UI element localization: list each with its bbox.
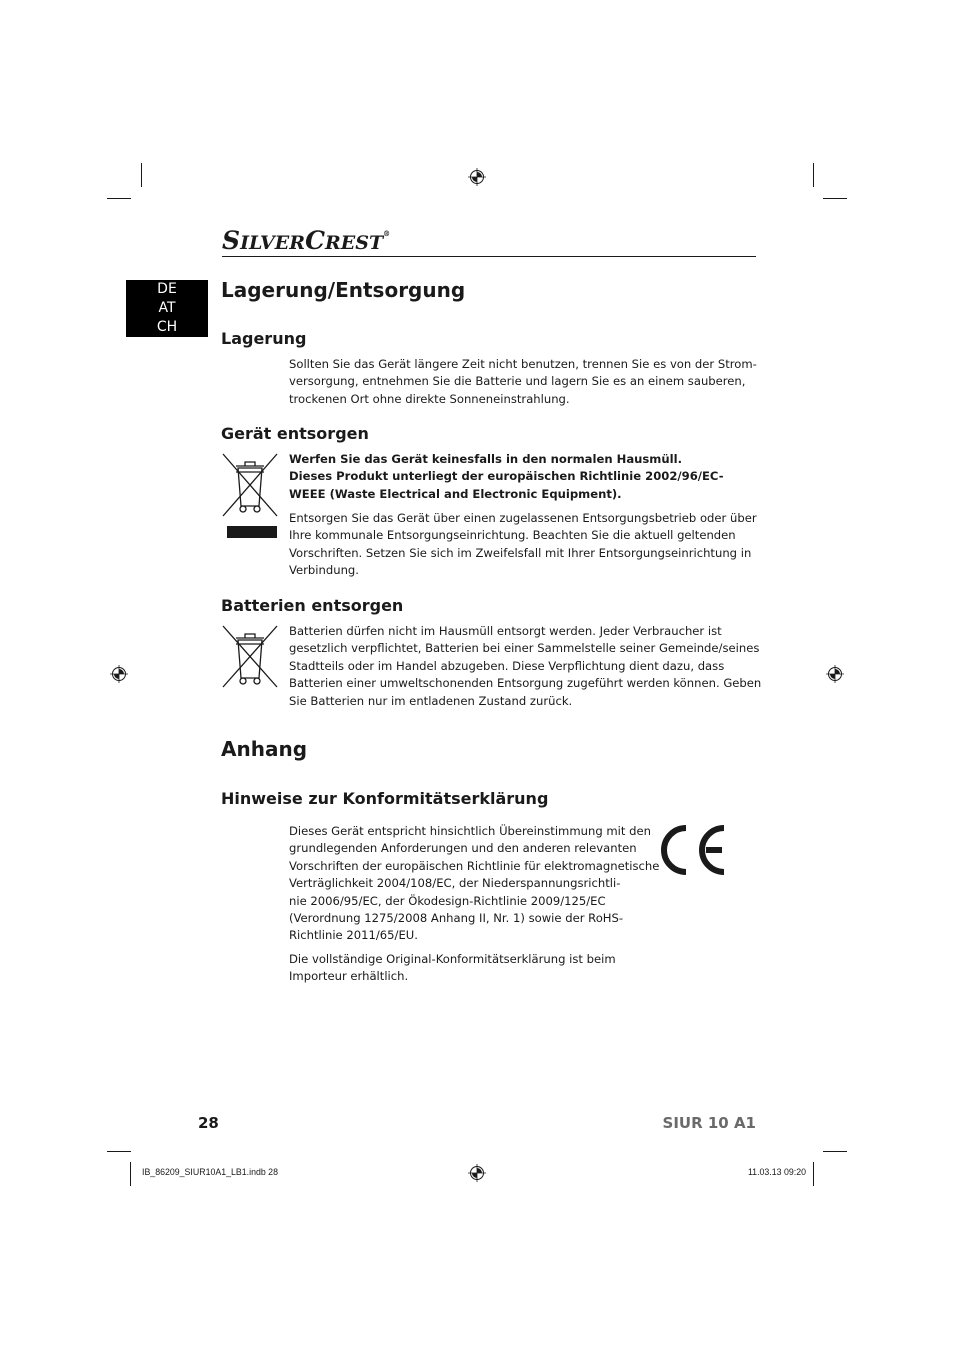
- subsection-title: Batterien entsorgen: [221, 596, 404, 615]
- battery-disposal-text: Batterien dürfen nicht im Hausmüll entsorgt werden. Jeder Verbraucher ist gesetzlich verpflichtet, Batterien bei einer Sammelstelle seiner Gemeinde/seines Stadtteils oder im Handel abzugeben. Diese Verpflichtung dient dazu, dass Batterien einer umweltschonenden Entsorgung zugeführt werden können. Geben Sie Batterien nur im entladenen Zustand zurück.: [289, 624, 762, 708]
- model-number: SIUR 10 A1: [662, 1114, 756, 1132]
- conformity-text-2: Die vollständige Original-Konformitätserklärung ist beim Importeur erhältlich.: [289, 952, 616, 984]
- registration-mark-icon: [826, 665, 844, 683]
- language-code: CH: [156, 319, 178, 335]
- registration-mark-icon: [468, 1164, 486, 1182]
- silvercrest-logo: SILVERCREST®: [222, 226, 391, 255]
- crop-mark: [130, 1162, 131, 1186]
- header-rule: [222, 256, 756, 257]
- weee-warning-text: Werfen Sie das Gerät keinesfalls in den normalen Hausmüll. Dieses Produkt unterliegt der europäischen Richtlinie 2002/96/EC- WEEE (Waste Electrical and Electronic Equipment).: [289, 452, 724, 501]
- crop-mark: [107, 198, 131, 199]
- crop-mark: [107, 1151, 131, 1152]
- section-title: Lagerung/Entsorgung: [221, 278, 466, 302]
- print-slug-date: 11.03.13 09:20: [747, 1167, 806, 1177]
- language-code: AT: [158, 300, 176, 316]
- registration-mark-icon: [468, 168, 486, 186]
- crop-mark: [141, 163, 142, 187]
- crop-mark: [813, 1162, 814, 1186]
- storage-text: Sollten Sie das Gerät längere Zeit nicht benutzen, trennen Sie es von der Strom- versorgung, entnehmen Sie die Batterie und lagern Sie es an einem sauberen, trockenen Ort ohne direkte Sonneneinstrahlung.: [289, 357, 757, 406]
- crop-mark: [823, 1151, 847, 1152]
- ce-mark-icon: [656, 824, 728, 876]
- subsection-title: Lagerung: [221, 329, 307, 348]
- crossed-out-bin-icon: [221, 452, 279, 540]
- language-code: DE: [157, 281, 177, 297]
- conformity-text: Dieses Gerät entspricht hinsichtlich Übereinstimmung mit den grundlegenden Anforderungen und den anderen relevanten Vorschriften der europäischen Richtlinie für elektromagnetische Verträglichkeit 2004/108/EC, der Niederspannungsrichtli- nie 2006/95/EC, der Ökodesign-Richtlinie 2009/125/EC (Verordnung 1275/2008 Anhang II, Nr. 1) sowie der RoHS- Richtlinie 2011/65/EU.: [289, 824, 660, 943]
- crop-mark: [823, 198, 847, 199]
- device-disposal-text: Entsorgen Sie das Gerät über einen zugelassenen Entsorgungsbetrieb oder über Ihre kommunale Entsorgungseinrichtung. Beachten Sie die aktuell geltenden Vorschriften. Setzen Sie sich im Zweifelsfall mit Ihrer Entsorgungseinrichtung in Verbindung.: [289, 511, 757, 578]
- crossed-out-bin-icon: [221, 624, 279, 690]
- registration-mark-icon: [110, 665, 128, 683]
- page-number: 28: [198, 1114, 219, 1132]
- language-tab: [126, 280, 208, 337]
- subsection-title: Hinweise zur Konformitätserklärung: [221, 789, 549, 808]
- section-title: Anhang: [221, 737, 308, 761]
- print-slug-file: IB_86209_SIUR10A1_LB1.indb 28: [142, 1167, 278, 1177]
- crop-mark: [813, 163, 814, 187]
- subsection-title: Gerät entsorgen: [221, 424, 369, 443]
